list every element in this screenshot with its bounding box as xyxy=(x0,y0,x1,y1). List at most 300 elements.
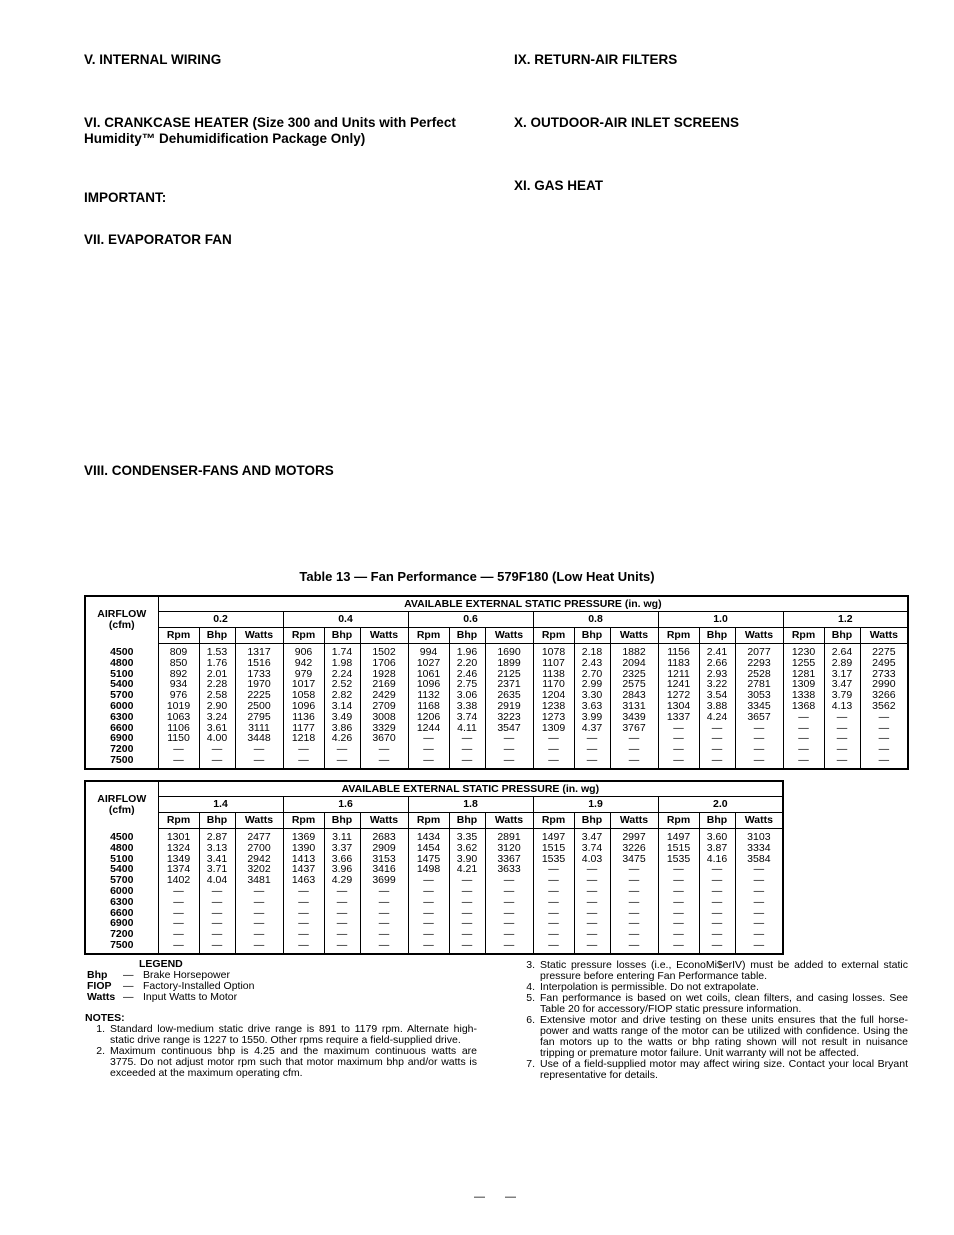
table-cell: — xyxy=(449,897,485,908)
table-cell: 3.47 xyxy=(824,679,860,690)
table-cell: 1368 xyxy=(783,701,824,712)
table-cell: 3111 xyxy=(235,723,283,734)
legend-dash: — xyxy=(123,969,134,981)
table-cell: 1498 xyxy=(408,864,449,875)
table-cell: — xyxy=(235,886,283,897)
table-cell: — xyxy=(610,755,658,769)
table-cell: 3266 xyxy=(860,690,908,701)
table-cell: — xyxy=(860,744,908,755)
table-cell: 2.89 xyxy=(824,658,860,669)
table-cell: 1019 xyxy=(166,699,191,712)
table-cell: 1882 xyxy=(610,644,658,658)
table-cell: 3.66 xyxy=(324,854,360,865)
table-cell: 3.14 xyxy=(324,701,360,712)
table-cell: 906 xyxy=(283,644,324,658)
table-cell: 1230 xyxy=(783,644,824,658)
table-cell: 4.26 xyxy=(324,733,360,744)
table-cell: 2891 xyxy=(485,829,533,843)
column-header-bhp: Bhp xyxy=(449,813,485,829)
table-cell: 1136 xyxy=(283,712,324,723)
note-text: Maximum continuous bhp is 4.25 and the maximum continuous watts are 3775. Do not adjust motor rpm such that motor maximum bhp and/or watts is exceeded at the maximum operating cfm. xyxy=(110,1045,477,1079)
table-cell: — xyxy=(735,929,783,940)
pressure-header: 1.4 xyxy=(158,797,283,813)
table-cell: — xyxy=(173,895,184,908)
table-cell: — xyxy=(610,908,658,919)
table-cell: — xyxy=(360,744,408,755)
table-cell: 1304 xyxy=(658,701,699,712)
table-cell: 1899 xyxy=(485,658,533,669)
table-cell: — xyxy=(235,918,283,929)
table-cell: — xyxy=(324,908,360,919)
table-cell: 3202 xyxy=(235,864,283,875)
table-cell: 1437 xyxy=(283,864,324,875)
table-cell: 3.24 xyxy=(199,712,235,723)
note-number: 3. xyxy=(526,959,535,971)
table-cell: 1218 xyxy=(283,733,324,744)
table-cell: 2919 xyxy=(485,701,533,712)
table-cell: — xyxy=(449,733,485,744)
table-cell: — xyxy=(699,864,735,875)
table-cell: 3.99 xyxy=(574,712,610,723)
table-cell: 2990 xyxy=(860,679,908,690)
table-cell: — xyxy=(173,917,184,930)
table-cell: — xyxy=(699,744,735,755)
table-cell: 3103 xyxy=(735,829,783,843)
note-text: Interpolation is permissible. Do not extrapolate. xyxy=(540,981,759,993)
column-header-bhp: Bhp xyxy=(449,628,485,644)
notes-right xyxy=(515,960,908,1081)
table-cell: — xyxy=(408,897,449,908)
table-cell: 1309 xyxy=(783,679,824,690)
table-cell: — xyxy=(533,929,574,940)
table-cell: 1402 xyxy=(166,874,191,887)
table-cell: 2.18 xyxy=(574,644,610,658)
table-cell: — xyxy=(610,929,658,940)
heading-important: IMPORTANT: xyxy=(84,190,167,205)
table-cell: 1063 xyxy=(166,710,191,723)
column-header-bhp: Bhp xyxy=(199,628,235,644)
table-cell: — xyxy=(449,886,485,897)
table-cell: 1515 xyxy=(533,843,574,854)
table-cell: — xyxy=(860,712,908,723)
table-cell: — xyxy=(735,744,783,755)
airflow-value: 5400 xyxy=(85,679,158,690)
note-number: 6. xyxy=(526,1014,535,1026)
legend-item xyxy=(87,992,254,1003)
table-cell: — xyxy=(533,886,574,897)
table-cell: — xyxy=(783,723,824,734)
column-header-watts: Watts xyxy=(485,813,533,829)
table-cell: — xyxy=(658,929,699,940)
static-pressure-header: AVAILABLE EXTERNAL STATIC PRESSURE (in. wg) xyxy=(158,781,783,797)
table-cell: 1497 xyxy=(658,829,699,843)
table-cell: 1255 xyxy=(783,658,824,669)
table-cell: — xyxy=(199,744,235,755)
table-cell: — xyxy=(324,755,360,769)
table-cell: 3053 xyxy=(735,690,783,701)
table-cell: — xyxy=(699,733,735,744)
column-header-bhp: Bhp xyxy=(324,813,360,829)
table-cell: 1516 xyxy=(235,658,283,669)
table-cell: — xyxy=(235,929,283,940)
table-cell: — xyxy=(610,864,658,875)
table-row xyxy=(85,744,908,755)
table-cell: — xyxy=(610,897,658,908)
table-cell: — xyxy=(324,918,360,929)
airflow-value: 6600 xyxy=(85,723,158,734)
table-cell: — xyxy=(324,744,360,755)
table-cell: 2495 xyxy=(860,658,908,669)
table-title: Table 13 — Fan Performance — 579F180 (Low Heat Units) xyxy=(299,569,655,584)
table-cell: 1497 xyxy=(533,829,574,843)
table-cell: 3223 xyxy=(485,712,533,723)
table-cell: — xyxy=(783,733,824,744)
column-header-rpm: Rpm xyxy=(158,628,199,644)
table-cell: — xyxy=(574,886,610,897)
table-cell: — xyxy=(283,744,324,755)
table-cell: — xyxy=(199,755,235,769)
note-number: 1. xyxy=(96,1023,105,1035)
table-cell: 1.76 xyxy=(199,658,235,669)
airflow-value: 7500 xyxy=(85,940,158,954)
table-cell: 1177 xyxy=(283,723,324,734)
column-header-watts: Watts xyxy=(235,628,283,644)
table-cell: 1.74 xyxy=(324,644,360,658)
table-cell: 3.17 xyxy=(824,669,860,680)
table-cell: — xyxy=(783,755,824,769)
table-cell: 1183 xyxy=(658,658,699,669)
table-cell: — xyxy=(658,875,699,886)
table-cell: — xyxy=(574,929,610,940)
table-cell: 3.61 xyxy=(199,723,235,734)
column-header-bhp: Bhp xyxy=(199,813,235,829)
table-cell: — xyxy=(735,723,783,734)
column-header-watts: Watts xyxy=(610,628,658,644)
table-cell: 2225 xyxy=(235,690,283,701)
table-cell: 3.35 xyxy=(449,829,485,843)
table-cell: — xyxy=(658,744,699,755)
table-cell: 2942 xyxy=(235,854,283,865)
table-cell: — xyxy=(283,929,324,940)
table-cell: 1061 xyxy=(408,669,449,680)
table-cell: — xyxy=(283,755,324,769)
table-cell: 3562 xyxy=(860,701,908,712)
table-cell: 3.79 xyxy=(824,690,860,701)
table-cell: 3481 xyxy=(235,875,283,886)
table-cell: — xyxy=(658,755,699,769)
table-cell: — xyxy=(449,755,485,769)
table-cell: 1156 xyxy=(658,644,699,658)
table-cell: 1078 xyxy=(533,644,574,658)
table-cell: 4.13 xyxy=(824,701,860,712)
column-header-bhp: Bhp xyxy=(324,628,360,644)
table-cell: 1244 xyxy=(408,723,449,734)
table-cell: 1273 xyxy=(533,712,574,723)
table-cell: — xyxy=(699,723,735,734)
table-cell: — xyxy=(699,875,735,886)
table-cell: — xyxy=(574,940,610,954)
note-number: 4. xyxy=(526,981,535,993)
table-cell: 3.38 xyxy=(449,701,485,712)
table-cell: 3367 xyxy=(485,854,533,865)
table-cell: — xyxy=(449,929,485,940)
airflow-value: 7200 xyxy=(85,929,158,940)
table-cell: 3.62 xyxy=(449,843,485,854)
table-cell: 3.71 xyxy=(199,864,235,875)
page-mark-left: — xyxy=(474,1191,485,1203)
table-cell: 1733 xyxy=(235,669,283,680)
table-cell: 3.47 xyxy=(574,829,610,843)
table-cell: — xyxy=(699,886,735,897)
table-cell: 2781 xyxy=(735,679,783,690)
table-cell: 2.52 xyxy=(324,679,360,690)
table-cell: 4.03 xyxy=(574,854,610,865)
table-cell: 1369 xyxy=(283,829,324,843)
table-cell: — xyxy=(408,908,449,919)
table-cell: 1170 xyxy=(533,679,574,690)
table-cell: — xyxy=(699,908,735,919)
table-cell: 2528 xyxy=(735,669,783,680)
table-cell: — xyxy=(199,929,235,940)
table-cell: 1413 xyxy=(283,854,324,865)
table-cell: — xyxy=(860,733,908,744)
table-cell: — xyxy=(283,897,324,908)
table-cell: — xyxy=(408,929,449,940)
table-cell: 3657 xyxy=(735,712,783,723)
heading-condenser-fans: VIII. CONDENSER-FANS AND MOTORS xyxy=(84,463,334,478)
table-cell: 2077 xyxy=(735,644,783,658)
table-cell: 1324 xyxy=(166,841,191,854)
table-cell: 1535 xyxy=(533,854,574,865)
table-cell: 2909 xyxy=(360,843,408,854)
table-cell: — xyxy=(485,755,533,769)
table-cell: 934 xyxy=(169,678,188,691)
table-cell: — xyxy=(449,940,485,954)
table-row xyxy=(85,658,908,669)
table-cell: — xyxy=(735,940,783,954)
table-cell: 4.29 xyxy=(324,875,360,886)
note-item xyxy=(85,1046,477,1079)
table-cell: — xyxy=(699,918,735,929)
table-cell: 1132 xyxy=(408,690,449,701)
table-cell: — xyxy=(610,733,658,744)
airflow-value: 4800 xyxy=(85,843,158,854)
table-cell: 1970 xyxy=(235,679,283,690)
table-cell: 976 xyxy=(169,689,188,702)
table-cell: — xyxy=(574,875,610,886)
airflow-header xyxy=(85,596,158,644)
table-cell: 3584 xyxy=(735,854,783,865)
table-cell: — xyxy=(533,864,574,875)
airflow-unit: (cfm) xyxy=(108,619,135,632)
table-cell: 3226 xyxy=(610,843,658,854)
table-cell: — xyxy=(449,875,485,886)
table-cell: — xyxy=(860,723,908,734)
table-cell: 2429 xyxy=(360,690,408,701)
table-cell: 4.16 xyxy=(699,854,735,865)
table-cell: 4.21 xyxy=(449,864,485,875)
table-cell: 1106 xyxy=(167,721,190,734)
table-cell: — xyxy=(824,755,860,769)
legend-title: LEGEND xyxy=(139,958,183,970)
airflow-value: 4500 xyxy=(85,829,158,843)
table-cell: 1017 xyxy=(283,679,324,690)
table-cell: — xyxy=(360,929,408,940)
legend-abbr: Bhp xyxy=(87,969,108,981)
airflow-value: 6000 xyxy=(85,886,158,897)
table-cell: 3448 xyxy=(235,733,283,744)
column-header-rpm: Rpm xyxy=(408,813,449,829)
pressure-header: 0.4 xyxy=(283,612,408,628)
table-cell: — xyxy=(574,864,610,875)
table-cell: 2477 xyxy=(235,829,283,843)
table-cell: 2635 xyxy=(485,690,533,701)
column-header-watts: Watts xyxy=(235,813,283,829)
table-cell: 3153 xyxy=(360,854,408,865)
column-header-watts: Watts xyxy=(610,813,658,829)
legend-dash: — xyxy=(123,980,134,992)
pressure-header: 0.6 xyxy=(408,612,533,628)
table-cell: — xyxy=(658,918,699,929)
table-cell: 2709 xyxy=(360,701,408,712)
table-cell: — xyxy=(783,744,824,755)
pressure-header: 2.0 xyxy=(658,797,783,813)
table-row xyxy=(85,897,783,908)
legend-abbr: Watts xyxy=(87,991,116,1003)
table-cell: 1241 xyxy=(658,679,699,690)
table-cell: — xyxy=(658,897,699,908)
table-cell: — xyxy=(533,940,574,954)
legend-text: Brake Horsepower xyxy=(143,969,230,981)
table-cell: — xyxy=(173,906,184,919)
table-cell: 2.41 xyxy=(699,644,735,658)
table-cell: 942 xyxy=(283,658,324,669)
column-header-rpm: Rpm xyxy=(533,628,574,644)
legend xyxy=(87,959,254,1003)
table-cell: 3699 xyxy=(360,875,408,886)
table-cell: — xyxy=(735,755,783,769)
table-cell: — xyxy=(533,918,574,929)
fan-performance-table-2 xyxy=(84,780,784,955)
table-cell: — xyxy=(824,733,860,744)
note-item xyxy=(515,1015,908,1059)
note-text: Static pressure losses (i.e., EconoMi$erIV) must be added to external static pressure before entering Fan Performance table. xyxy=(540,959,908,982)
table-cell: — xyxy=(199,918,235,929)
table-cell: — xyxy=(735,897,783,908)
table-cell: — xyxy=(324,886,360,897)
table-cell: 1168 xyxy=(408,701,449,712)
table-cell: — xyxy=(199,908,235,919)
table-cell: 3.88 xyxy=(699,701,735,712)
airflow-value: 5700 xyxy=(85,690,158,701)
table-cell: — xyxy=(699,929,735,940)
table-cell: 1337 xyxy=(658,712,699,723)
table-cell: 3.87 xyxy=(699,843,735,854)
table-cell: — xyxy=(658,864,699,875)
table-cell: — xyxy=(824,712,860,723)
heading-gas-heat: XI. GAS HEAT xyxy=(514,178,604,193)
table-cell: 3334 xyxy=(735,843,783,854)
table-cell: — xyxy=(824,723,860,734)
table-cell: 2.66 xyxy=(699,658,735,669)
table-cell: 1317 xyxy=(235,644,283,658)
column-header-rpm: Rpm xyxy=(533,813,574,829)
table-cell: 2293 xyxy=(735,658,783,669)
table-cell: — xyxy=(408,744,449,755)
table-cell: — xyxy=(735,864,783,875)
table-cell: — xyxy=(699,755,735,769)
column-header-rpm: Rpm xyxy=(658,813,699,829)
table-cell: 3633 xyxy=(485,864,533,875)
table-cell: — xyxy=(485,940,533,954)
table-cell: — xyxy=(235,755,283,769)
table-cell: 2683 xyxy=(360,829,408,843)
table-cell: 1454 xyxy=(408,843,449,854)
airflow-value: 5400 xyxy=(85,864,158,875)
table-cell: — xyxy=(533,733,574,744)
table-cell: — xyxy=(360,886,408,897)
pressure-header: 1.2 xyxy=(783,612,908,628)
table-cell: — xyxy=(735,733,783,744)
heading-evaporator-fan: VII. EVAPORATOR FAN xyxy=(84,232,232,247)
table-cell: 1928 xyxy=(360,669,408,680)
table-cell: — xyxy=(449,918,485,929)
table-cell: 3416 xyxy=(360,864,408,875)
table-cell: 2.64 xyxy=(824,644,860,658)
heading-internal-wiring: V. INTERNAL WIRING xyxy=(84,52,222,67)
table-row xyxy=(85,644,908,658)
table-cell: — xyxy=(360,940,408,954)
table-cell: — xyxy=(574,733,610,744)
table-cell: — xyxy=(658,723,699,734)
column-header-bhp: Bhp xyxy=(699,813,735,829)
table-cell: — xyxy=(360,897,408,908)
table-cell: — xyxy=(860,755,908,769)
table-cell: 1281 xyxy=(783,669,824,680)
table-cell: — xyxy=(735,886,783,897)
table-cell: 3.86 xyxy=(324,723,360,734)
table-cell: — xyxy=(610,875,658,886)
note-text: Extensive motor and drive testing on these units ensures that the full horse-power and watts range of the motor can be utilized with confidence. Using the fan motors up to the watts or bhp rating shown will not result in nuisance tripping or premature motor failure. Unit warranty will not be affected. xyxy=(540,1014,908,1059)
airflow-value: 6300 xyxy=(85,712,158,723)
table-cell: 1349 xyxy=(166,852,191,865)
note-text: Use of a field-supplied motor may affect wiring size. Contact your local Bryant representative for details. xyxy=(540,1058,908,1081)
table-cell: 2.28 xyxy=(199,679,235,690)
table-cell: — xyxy=(173,928,184,941)
table-cell: 1272 xyxy=(658,690,699,701)
pressure-header: 0.2 xyxy=(158,612,283,628)
table-cell: 2.90 xyxy=(199,701,235,712)
table-cell: 1096 xyxy=(408,679,449,690)
airflow-header xyxy=(85,781,158,829)
table-cell: — xyxy=(699,897,735,908)
table-cell: 1309 xyxy=(533,723,574,734)
table-cell: — xyxy=(360,755,408,769)
table-cell: — xyxy=(173,753,184,766)
table-cell: — xyxy=(235,908,283,919)
note-item xyxy=(85,1024,477,1046)
table-cell: 2.87 xyxy=(199,829,235,843)
airflow-value: 6900 xyxy=(85,733,158,744)
table-cell: — xyxy=(699,940,735,954)
table-cell: 3.49 xyxy=(324,712,360,723)
table-cell: 2.58 xyxy=(199,690,235,701)
pressure-header: 1.9 xyxy=(533,797,658,813)
table-cell: 2.75 xyxy=(449,679,485,690)
pressure-header: 0.8 xyxy=(533,612,658,628)
legend-text: Factory-Installed Option xyxy=(143,980,255,992)
column-header-bhp: Bhp xyxy=(699,628,735,644)
